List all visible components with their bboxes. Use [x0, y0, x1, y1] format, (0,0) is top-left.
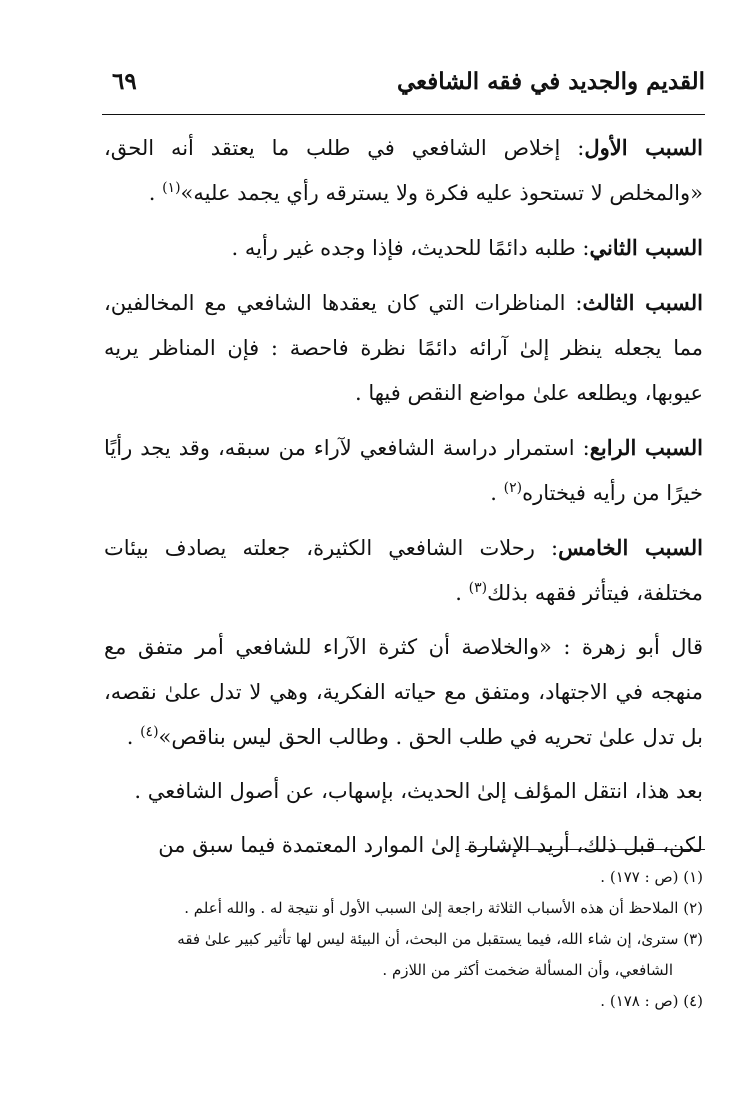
footnotes — [102, 862, 703, 1017]
main-text — [104, 125, 703, 877]
footnote-text: (ص : ١٧٧) . — [600, 868, 679, 886]
footnote-ref: (٢) — [503, 480, 523, 496]
paragraph-reason-5 — [104, 525, 703, 616]
footnote-number: (٤) — [683, 992, 703, 1010]
footnote-text: (ص : ١٧٨) . — [600, 992, 679, 1010]
footnote-number: (٣) — [683, 930, 703, 948]
paragraph-separator: : — [574, 436, 590, 460]
paragraph-reason-2 — [104, 225, 703, 271]
footnote-4 — [102, 986, 703, 1017]
paragraph-separator: : — [560, 136, 585, 160]
footnote-3-continuation — [102, 955, 673, 986]
paragraph-text: بعد هذا، انتقل المؤلف إلىٰ الحديث، بإسهاب، عن أصول الشافعي . — [134, 779, 703, 803]
footnote-divider — [465, 849, 705, 850]
paragraph-reason-4 — [104, 425, 703, 516]
paragraph-end: . — [455, 581, 462, 605]
paragraph-text: المناظرات التي كان يعقدها الشافعي مع المخالفين، مما يجعله ينظر إلىٰ آرائه دائمًا نظرة فاحصة : فإن المناظر يريه عيوبها، ويطلعه علىٰ مواضع النقص فيها . — [104, 291, 703, 405]
paragraph-text: قال أبو زهرة : «والخلاصة أن كثرة الآراء للشافعي أمر متفق مع منهجه في الاجتهاد، ومتفق مع حياته الفكرية، وهي لا تدل علىٰ نقصه، بل تدل علىٰ تحريه في طلب الحق . وطالب الحق ليس بناقص» — [104, 635, 703, 749]
paragraph-quote — [104, 625, 703, 760]
footnote-2 — [102, 893, 703, 924]
footnote-number: (٢) — [683, 899, 703, 917]
footnote-3 — [102, 924, 703, 955]
footnote-ref: (٣) — [468, 580, 488, 596]
footnote-ref: (٤) — [140, 724, 159, 740]
paragraph-label: السبب الأول — [584, 135, 703, 160]
paragraph-reason-3 — [104, 280, 703, 416]
paragraph-end: . — [126, 725, 134, 749]
page-number: ٦٩ — [112, 68, 137, 95]
paragraph-text: رحلات الشافعي الكثيرة، جعلته يصادف بيئات مختلفة، فيتأثر فقهه بذلك — [104, 536, 703, 605]
footnote-1 — [102, 862, 703, 893]
paragraph-end: . — [148, 181, 156, 205]
footnote-text: سترىٰ، إن شاء الله، فيما يستقبل من البحث، أن البيئة ليس لها تأثير كبير علىٰ فقه — [177, 930, 679, 948]
paragraph-transition — [104, 769, 703, 814]
paragraph-separator: : — [565, 291, 583, 315]
page-header — [102, 62, 705, 115]
footnote-number: (١) — [683, 868, 703, 886]
paragraph-label: السبب الرابع — [589, 435, 703, 460]
paragraph-label: السبب الثالث — [582, 290, 703, 315]
paragraph-end: . — [490, 481, 497, 505]
paragraph-separator: : — [575, 236, 590, 260]
paragraph-text: لكن، قبل ذلك، أريد الإشارة إلىٰ الموارد المعتمدة فيما سبق من — [158, 833, 703, 857]
paragraph-reason-1 — [104, 125, 703, 216]
footnote-text: الشافعي، وأن المسألة ضخمت أكثر من اللازم . — [382, 961, 673, 979]
paragraph-text: طلبه دائمًا للحديث، فإذا وجده غير رأيه . — [231, 236, 576, 260]
paragraph-text: استمرار دراسة الشافعي لآراء من سبقه، وقد يجد رأيًا خيرًا من رأيه فيختاره — [104, 436, 703, 505]
paragraph-label: السبب الثاني — [589, 235, 703, 260]
paragraph-label: السبب الخامس — [558, 535, 703, 560]
footnote-ref: (١) — [162, 180, 181, 196]
paragraph-separator: : — [534, 536, 559, 560]
running-title: القديم والجديد في فقه الشافعي — [396, 68, 705, 95]
paragraph-text: إخلاص الشافعي في طلب ما يعتقد أنه الحق، «والمخلص لا تستحوذ عليه فكرة ولا يسترقه رأي يجمد عليه» — [104, 136, 703, 205]
footnote-text: الملاحظ أن هذه الأسباب الثلاثة راجعة إلىٰ السبب الأول أو نتيجة له . والله أعلم . — [184, 899, 679, 917]
